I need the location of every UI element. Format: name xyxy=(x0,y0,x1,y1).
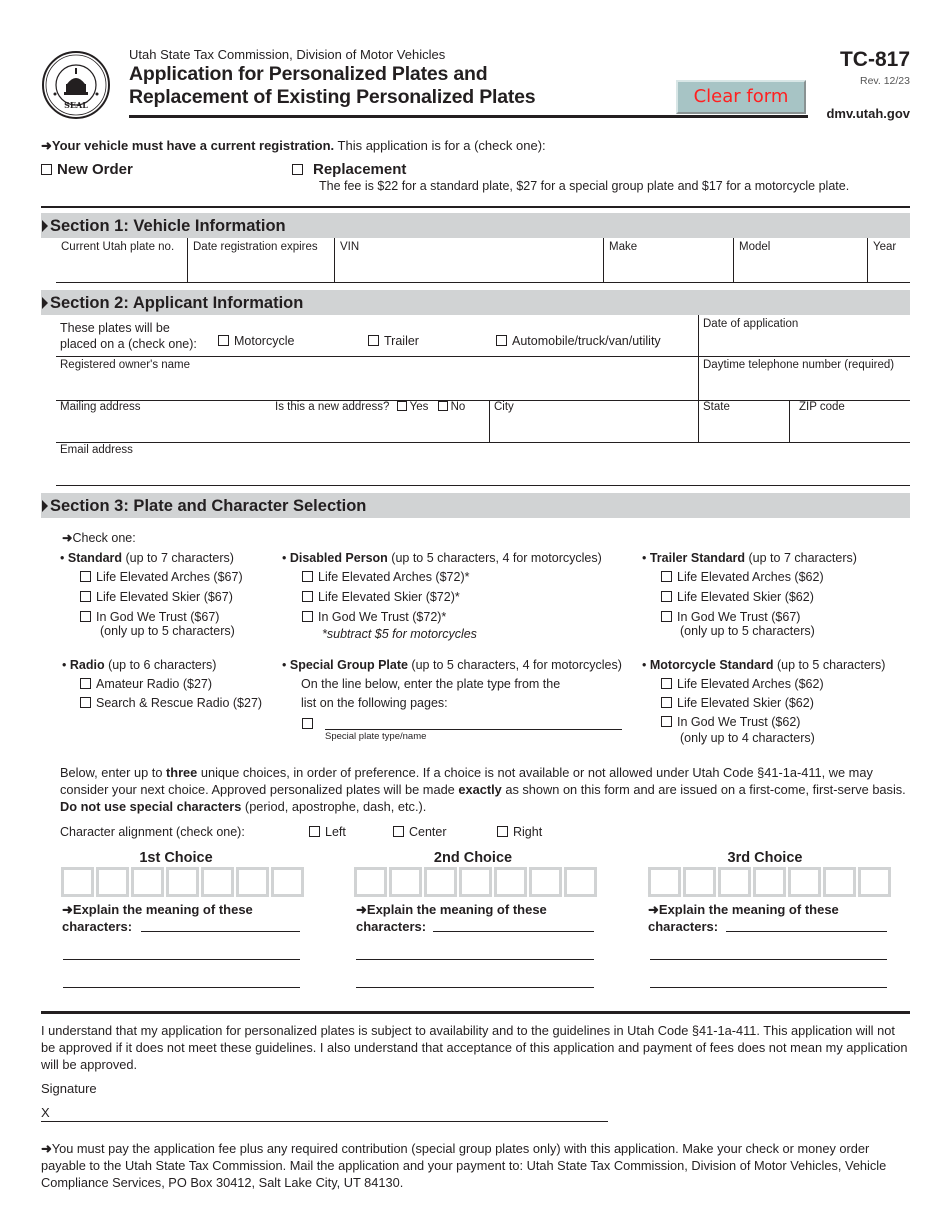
first-choice-char-boxes xyxy=(61,867,304,897)
trailer-skier-option[interactable] xyxy=(661,590,814,604)
trailer-checkbox[interactable] xyxy=(368,335,379,346)
disabled-footnote: *subtract $5 for motorcycles xyxy=(322,627,477,641)
option-label: Life Elevated Arches ($72)* xyxy=(318,570,470,584)
second-choice-explain-input[interactable] xyxy=(433,931,594,932)
char-box[interactable] xyxy=(459,867,492,897)
group-name: Standard xyxy=(67,551,123,565)
agency-name: Utah State Tax Commission, Division of Motor Vehicles xyxy=(129,47,446,62)
placed-on-line-1: These plates will be xyxy=(60,321,170,335)
automobile-checkbox[interactable] xyxy=(496,335,507,346)
make-field[interactable] xyxy=(603,238,733,282)
text: characters: xyxy=(62,919,133,934)
first-choice-explain-input[interactable] xyxy=(141,931,300,932)
first-choice-explain-label xyxy=(62,901,253,935)
field-label: Year xyxy=(873,241,897,253)
text: Below, enter up to xyxy=(60,765,166,780)
no-label: No xyxy=(450,401,466,413)
second-choice-explain-label xyxy=(356,901,547,935)
registration-expires-field[interactable] xyxy=(187,238,334,282)
motorcycle-igwt-option[interactable] xyxy=(661,715,800,729)
option-label: Left xyxy=(325,825,346,839)
special-group-heading: • Special Group Plate (up to 5 characters, 4 for motorcycles) xyxy=(282,658,622,672)
third-choice-explain-input[interactable] xyxy=(726,931,887,932)
text: as shown on this form and are issued on a first-come, first-serve basis. xyxy=(501,782,906,797)
char-box[interactable] xyxy=(718,867,751,897)
field-label: VIN xyxy=(340,241,360,253)
char-box[interactable] xyxy=(529,867,562,897)
page-title xyxy=(129,63,535,109)
second-choice-explain-input-3[interactable] xyxy=(356,987,594,988)
yes-label: Yes xyxy=(409,401,429,413)
checkbox[interactable] xyxy=(302,571,313,582)
checkbox[interactable] xyxy=(661,678,672,689)
text: unique choices, in order of preference. If a choice is not available or not allowed under Utah Code §41-1a-411, we may consider your next choice. Approved personalized plates will be made xyxy=(60,765,873,797)
option-label: Right xyxy=(513,825,543,839)
check-one-label xyxy=(62,530,136,545)
title-line-1: Application for Personalized Plates and xyxy=(129,63,488,85)
right-arrow-icon: ➜ xyxy=(41,138,52,153)
special-group-instruction-2: list on the following pages: xyxy=(301,696,448,710)
text: characters: xyxy=(648,919,719,934)
city-field[interactable]: City xyxy=(494,401,514,413)
group-note: (up to 7 characters) xyxy=(745,551,857,565)
placed-on-line-2: placed on a (check one): xyxy=(60,337,197,351)
replacement-option[interactable] xyxy=(292,161,406,178)
text: Explain the meaning of these xyxy=(72,902,253,917)
group-name: Motorcycle Standard xyxy=(649,658,774,672)
option-label: Center xyxy=(409,825,447,839)
char-box[interactable] xyxy=(389,867,422,897)
option-label: In God We Trust ($62) xyxy=(677,715,801,729)
divider xyxy=(56,485,910,486)
align-right-option[interactable] xyxy=(497,825,542,839)
disabled-igwt-option[interactable] xyxy=(302,610,446,624)
new-address-label: Is this a new address? xyxy=(275,401,390,413)
char-box[interactable] xyxy=(166,867,199,897)
divider xyxy=(698,315,699,443)
option-label: Life Elevated Arches ($62) xyxy=(677,570,824,584)
first-choice-label: 1st Choice xyxy=(139,850,213,866)
revision-date: Rev. 12/23 xyxy=(859,75,910,87)
motorcycle-checkbox[interactable] xyxy=(218,335,229,346)
option-label: Life Elevated Skier ($62) xyxy=(677,590,814,604)
title-divider xyxy=(129,115,808,118)
replacement-checkbox[interactable] xyxy=(292,164,303,175)
special-group-instruction-1: On the line below, enter the plate type from the xyxy=(301,677,561,691)
group-name: Radio xyxy=(69,658,105,672)
option-label: Amateur Radio ($27) xyxy=(96,677,213,691)
trailer-group-heading: • Trailer Standard (up to 7 characters) xyxy=(642,551,857,565)
automobile-option[interactable] xyxy=(496,334,661,348)
first-choice-explain-input-3[interactable] xyxy=(63,987,300,988)
mailing-address-field[interactable]: Mailing address xyxy=(60,401,141,413)
signature-mark: X xyxy=(41,1105,50,1120)
divider xyxy=(56,356,910,357)
new-order-label: New Order xyxy=(57,161,133,178)
align-left-option[interactable] xyxy=(309,825,346,839)
checkbox[interactable] xyxy=(80,697,91,708)
group-note: (up to 6 characters) xyxy=(104,658,217,672)
group-note: (up to 5 characters, 4 for motorcycles) xyxy=(407,658,622,672)
char-box[interactable] xyxy=(564,867,597,897)
section-3-header: Section 3: Plate and Character Selection xyxy=(41,493,910,518)
third-choice-char-boxes xyxy=(648,867,891,897)
right-arrow-icon: ➜ xyxy=(62,531,73,545)
standard-arches-option[interactable] xyxy=(80,570,243,584)
new-address-question xyxy=(275,401,465,413)
right-arrow-icon: ➜ xyxy=(41,1141,52,1156)
section-1-header: Section 1: Vehicle Information xyxy=(41,213,910,238)
trailer-footnote: (only up to 5 characters) xyxy=(680,624,815,638)
checkbox[interactable] xyxy=(309,826,320,837)
group-note: (up to 7 characters) xyxy=(122,551,234,565)
char-box[interactable] xyxy=(753,867,786,897)
disabled-group-heading: • Disabled Person (up to 5 characters, 4 for motorcycles) xyxy=(282,551,602,565)
divider xyxy=(56,442,910,443)
char-box[interactable] xyxy=(271,867,304,897)
check-one-text: Check one: xyxy=(72,531,136,545)
notice-bold: Your vehicle must have a current registration. xyxy=(51,138,335,153)
amateur-radio-option[interactable] xyxy=(80,677,212,691)
char-box[interactable] xyxy=(648,867,681,897)
signature-input[interactable] xyxy=(41,1121,608,1122)
state-field[interactable]: State xyxy=(703,401,730,413)
vehicle-info-grid xyxy=(56,238,910,282)
group-name: Disabled Person xyxy=(289,551,388,565)
form-number: TC-817 xyxy=(839,48,910,71)
checkbox[interactable] xyxy=(80,571,91,582)
special-plate-caption: Special plate type/name xyxy=(325,731,427,742)
second-choice-char-boxes xyxy=(354,867,597,897)
field-label: Current Utah plate no. xyxy=(61,241,175,253)
zip-code-field[interactable]: ZIP code xyxy=(799,401,845,413)
char-box[interactable] xyxy=(788,867,821,897)
trailer-option[interactable] xyxy=(368,334,419,348)
text-bold: three xyxy=(166,765,198,780)
divider xyxy=(56,400,910,401)
plate-number-field[interactable] xyxy=(56,238,186,282)
char-box[interactable] xyxy=(236,867,269,897)
checkbox[interactable] xyxy=(80,678,91,689)
third-choice-explain-input-2[interactable] xyxy=(650,959,887,960)
checkbox[interactable] xyxy=(661,697,672,708)
email-field[interactable]: Email address xyxy=(60,444,133,456)
checkbox[interactable] xyxy=(80,591,91,602)
char-box[interactable] xyxy=(61,867,94,897)
year-field[interactable] xyxy=(867,238,910,282)
right-arrow-icon: ➜ xyxy=(62,902,73,917)
char-box[interactable] xyxy=(858,867,891,897)
choices-instructions xyxy=(60,764,910,815)
standard-footnote: (only up to 5 characters) xyxy=(100,624,235,638)
trailer-igwt-option[interactable] xyxy=(661,610,800,624)
field-label: Model xyxy=(739,241,771,253)
motorcycle-arches-option[interactable] xyxy=(661,677,824,691)
radio-group-heading: • Radio (up to 6 characters) xyxy=(62,658,217,672)
standard-igwt-option[interactable] xyxy=(80,610,219,624)
option-label: Search & Rescue Radio ($27) xyxy=(96,696,263,710)
motorcycle-group-heading: • Motorcycle Standard (up to 5 characters) xyxy=(642,658,886,672)
option-label: In God We Trust ($67) xyxy=(677,610,801,624)
website-link[interactable]: dmv.utah.gov xyxy=(826,106,910,121)
group-note: (up to 5 characters, 4 for motorcycles) xyxy=(387,551,602,565)
checkbox[interactable] xyxy=(661,591,672,602)
disabled-skier-option[interactable] xyxy=(302,590,460,604)
daytime-phone-field[interactable]: Daytime telephone number (required) xyxy=(703,359,895,371)
checkbox[interactable] xyxy=(302,591,313,602)
disabled-arches-option[interactable] xyxy=(302,570,469,584)
char-box[interactable] xyxy=(683,867,716,897)
seal-icon xyxy=(41,50,111,120)
search-rescue-radio-option[interactable] xyxy=(80,696,262,710)
option-label: Life Elevated Arches ($67) xyxy=(96,570,243,584)
checkbox[interactable] xyxy=(302,718,313,729)
footer-divider xyxy=(41,1011,910,1014)
model-field[interactable] xyxy=(733,238,867,282)
char-box[interactable] xyxy=(424,867,457,897)
group-note: (up to 5 characters) xyxy=(773,658,886,672)
option-label: Life Elevated Skier ($72)* xyxy=(318,590,460,604)
owner-name-field[interactable]: Registered owner's name xyxy=(60,359,191,371)
checkbox[interactable] xyxy=(661,571,672,582)
option-label: Life Elevated Skier ($67) xyxy=(96,590,233,604)
motorcycle-option[interactable] xyxy=(218,334,294,348)
right-arrow-icon: ➜ xyxy=(356,902,367,917)
automobile-label: Automobile/truck/van/utility xyxy=(512,334,661,348)
option-label: In God We Trust ($72)* xyxy=(318,610,447,624)
signature-label: Signature xyxy=(41,1081,97,1096)
third-choice-explain-input-3[interactable] xyxy=(650,987,887,988)
char-box[interactable] xyxy=(354,867,387,897)
svg-text:SEAL: SEAL xyxy=(64,100,88,110)
checkbox[interactable] xyxy=(661,611,672,622)
first-choice-explain-input-2[interactable] xyxy=(63,959,300,960)
title-line-2: Replacement of Existing Personalized Plates xyxy=(129,86,536,108)
text-bold: Do not use special characters xyxy=(60,799,242,814)
motorcycle-label: Motorcycle xyxy=(234,334,295,348)
new-address-no-checkbox[interactable] xyxy=(438,401,448,411)
text: Explain the meaning of these xyxy=(366,902,547,917)
group-name: Trailer Standard xyxy=(649,551,746,565)
new-order-option[interactable] xyxy=(41,161,133,178)
date-of-application-field[interactable]: Date of application xyxy=(703,318,799,330)
trailer-label: Trailer xyxy=(384,334,419,348)
text: characters: xyxy=(356,919,427,934)
motorcycle-skier-option[interactable] xyxy=(661,696,814,710)
vin-field[interactable] xyxy=(334,238,603,282)
agreement-text: I understand that my application for personalized plates is subject to availability and to the guidelines in Utah Code §41-1a-411. This application will not be approved if it does not meet these guidelines. I also understand that acceptance of this application and payment of fees does not mean my application will be approved. xyxy=(41,1023,908,1072)
char-box[interactable] xyxy=(131,867,164,897)
standard-skier-option[interactable] xyxy=(80,590,233,604)
option-label: Life Elevated Arches ($62) xyxy=(677,677,824,691)
checkbox[interactable] xyxy=(661,716,672,727)
second-choice-label: 2nd Choice xyxy=(433,850,513,866)
checkbox[interactable] xyxy=(497,826,508,837)
third-choice-label: 3rd Choice xyxy=(727,850,803,866)
alignment-label: Character alignment (check one): xyxy=(60,825,245,839)
right-arrow-icon: ➜ xyxy=(648,902,659,917)
char-box[interactable] xyxy=(201,867,234,897)
registration-notice xyxy=(41,138,546,154)
field-label: Make xyxy=(609,241,638,253)
field-label: Date registration expires xyxy=(193,241,318,253)
checkbox[interactable] xyxy=(80,611,91,622)
align-center-option[interactable] xyxy=(393,825,447,839)
fee-note: The fee is $22 for a standard plate, $27 for a special group plate and $17 for a motorcycle plate. xyxy=(319,179,850,193)
motorcycle-footnote: (only up to 4 characters) xyxy=(680,731,815,745)
group-name: Special Group Plate xyxy=(289,658,408,672)
payment-note xyxy=(41,1140,910,1191)
third-choice-explain-label xyxy=(648,901,839,935)
special-group-checkbox[interactable] xyxy=(302,715,318,733)
clear-form-button[interactable]: Clear form xyxy=(676,80,806,114)
option-label: In God We Trust ($67) xyxy=(96,610,220,624)
divider xyxy=(56,282,910,283)
second-choice-explain-input-2[interactable] xyxy=(356,959,594,960)
notice-rest: This application is for a (check one): xyxy=(334,138,546,153)
placed-on-label xyxy=(60,320,197,352)
new-order-checkbox[interactable] xyxy=(41,164,52,175)
new-address-yes-checkbox[interactable] xyxy=(397,401,407,411)
char-box[interactable] xyxy=(823,867,856,897)
option-label: Life Elevated Skier ($62) xyxy=(677,696,814,710)
divider xyxy=(489,400,490,443)
checkbox[interactable] xyxy=(302,611,313,622)
text: (period, apostrophe, dash, etc.). xyxy=(241,799,427,814)
special-plate-type-input[interactable] xyxy=(325,729,622,730)
replacement-label: Replacement xyxy=(313,161,407,178)
char-box[interactable] xyxy=(494,867,527,897)
text: Explain the meaning of these xyxy=(658,902,839,917)
text: You must pay the application fee plus any required contribution (special group plates only) with this application. Make your check or money order payable to the Utah State Tax Commission. Mail the application and your payment to: Utah State Tax Commission, Division of Motor Vehicles, Vehicle Compliance Services, PO Box 30412, Salt Lake City, UT 84130. xyxy=(41,1141,887,1190)
divider xyxy=(41,206,910,208)
section-2-header: Section 2: Applicant Information xyxy=(41,290,910,315)
char-box[interactable] xyxy=(96,867,129,897)
divider xyxy=(789,400,790,443)
checkbox[interactable] xyxy=(393,826,404,837)
standard-group-heading: • Standard (up to 7 characters) xyxy=(60,551,234,565)
trailer-arches-option[interactable] xyxy=(661,570,824,584)
text-bold: exactly xyxy=(458,782,502,797)
